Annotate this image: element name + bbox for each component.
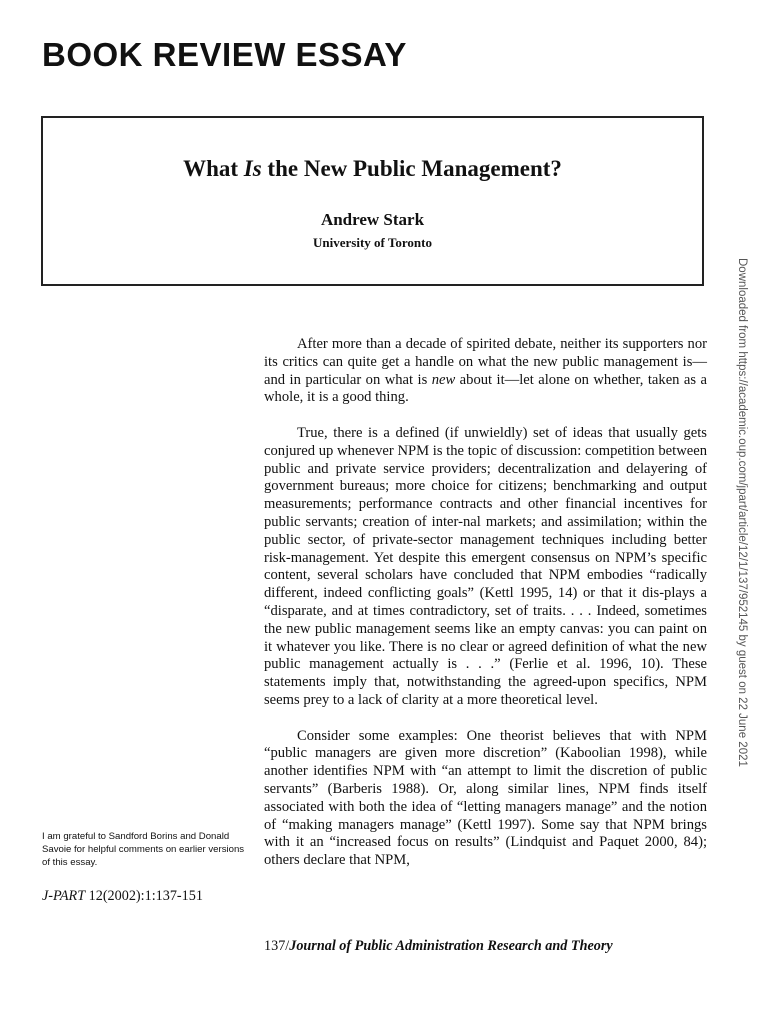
title-part-1: What (183, 156, 244, 181)
page-footer (264, 938, 704, 955)
paragraph-2: True, there is a defined (if unwieldly) set of ideas that usually gets conjured up whenever NPM is the topic of discussion: competition between public and private service providers; decentralization and delayering of government bureaus; more choice for citizens; benchmarking and output measurements; performance contracts and other financial incentives for public servants; creation of inter-nal markets; and assimilation; within the public sector, of private-sector management techniques including better risk-management. Yet despite this emergent consensus on NPM’s specific content, several scholars have concluded that NPM embodies “radically different, indeed conflicting goals” (Kettl 1995, 14) or that it dis-plays a “disparate, and at times contradictory, set of traits. . . . Indeed, sometimes the new public management seems like an empty canvas: you can paint on it whatever you like. There is no clear or agreed definition of what the new public management actually is . . .” (Ferlie et al. 1996, 10). These statements imply that, notwithstanding the agreed-upon specifics, NPM seems prey to a lack of clarity at a more theoretical level. (264, 424, 707, 708)
section-label: BOOK REVIEW ESSAY (42, 36, 407, 73)
page-number: 137/ (264, 938, 290, 954)
citation-reference: 12(2002):1:137-151 (85, 888, 203, 904)
body-text (264, 336, 707, 870)
download-watermark: Downloaded from https://academic.oup.com/jpart/article/12/1/137/952145 by guest on 22 June 2021 (736, 258, 748, 767)
paragraph-1-part-2: about it—let alone on whether, taken as a whole, it is a good thing. (264, 371, 707, 406)
title-box (41, 116, 704, 286)
title-italic-part: Is (243, 156, 262, 181)
journal-abbreviation: J-PART (42, 888, 86, 904)
paragraph-1 (264, 336, 707, 407)
article-title (43, 156, 702, 182)
journal-citation (42, 888, 252, 905)
paragraph-3: Consider some examples: One theorist believes that with NPM “public managers are given more discretion” (Kaboolian 1998), while another identifies NPM with “an attempt to limit the discretion of public servants” (Barberis 1988). Or, along similar lines, NPM finds itself associated with both the idea of “letting managers manage” and the notion of “making managers manage” (Kettl 1997). Some say that NPM brings with it an “increased focus on results” (Lindquist and Paquet 2000, 84); others declare that NPM, (264, 727, 707, 869)
title-part-2: the New Public Management? (261, 156, 562, 181)
author-affiliation: University of Toronto (313, 235, 432, 250)
journal-name: Journal of Public Administration Research and Theory (289, 938, 613, 954)
author-name: Andrew Stark (320, 210, 425, 229)
paragraph-1-italic: new (431, 371, 456, 388)
acknowledgement-footnote: I am grateful to Sandford Borins and Donald Savoie for helpful comments on earlier versions of this essay. (42, 831, 245, 868)
paragraph-1-part-1: After more than a decade of spirited debate, neither its supporters nor its critics can quite get a handle on what the new public management is—and in particular on what is (264, 336, 707, 388)
